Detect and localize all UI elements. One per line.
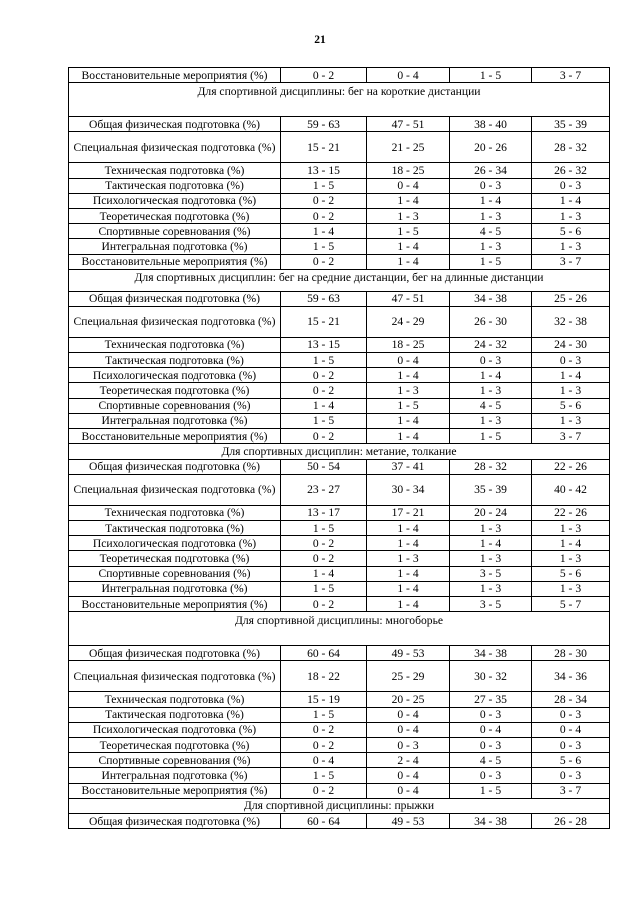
stage-4-value: 22 - 26 [532,459,610,474]
row-label: Техническая подготовка (%) [69,163,281,178]
stage-4-value: 1 - 4 [532,368,610,383]
table-row [69,692,610,707]
stage-3-value: 3 - 5 [450,597,532,612]
table-row [69,193,610,208]
stage-1-value: 1 - 5 [281,707,367,722]
stage-4-value: 0 - 3 [532,737,610,752]
stage-3-value: 0 - 4 [450,722,532,737]
stage-4-value: 0 - 3 [532,353,610,368]
stage-3-value: 1 - 5 [450,783,532,798]
table-row [69,474,610,505]
stage-2-value: 24 - 29 [367,306,450,337]
stage-1-value: 0 - 2 [281,783,367,798]
stage-4-value: 26 - 32 [532,163,610,178]
stage-4-value: 1 - 3 [532,413,610,428]
row-label: Тактическая подготовка (%) [69,707,281,722]
stage-1-value: 18 - 22 [281,661,367,692]
stage-2-value: 47 - 51 [367,291,450,306]
stage-3-value: 1 - 5 [450,254,532,269]
row-label: Общая физическая подготовка (%) [69,814,281,829]
stage-3-value: 28 - 32 [450,459,532,474]
stage-2-value: 1 - 4 [367,536,450,551]
stage-4-value: 0 - 3 [532,178,610,193]
stage-2-value: 37 - 41 [367,459,450,474]
stage-3-value: 1 - 3 [450,521,532,536]
table-row [69,429,610,444]
stage-3-value: 38 - 40 [450,117,532,132]
stage-2-value: 2 - 4 [367,753,450,768]
stage-1-value: 59 - 63 [281,291,367,306]
row-label: Тактическая подготовка (%) [69,353,281,368]
section-title: Для спортивной дисциплины: бег на короткие дистанции [69,83,610,117]
stage-4-value: 22 - 26 [532,505,610,520]
table-row [69,521,610,536]
table-row [69,551,610,566]
table-row [69,368,610,383]
stage-4-value: 26 - 28 [532,814,610,829]
table-row [69,737,610,752]
row-label: Техническая подготовка (%) [69,692,281,707]
row-label: Теоретическая подготовка (%) [69,208,281,223]
stage-1-value: 0 - 2 [281,722,367,737]
stage-1-value: 15 - 19 [281,692,367,707]
row-label: Спортивные соревнования (%) [69,753,281,768]
table-row [69,753,610,768]
stage-4-value: 1 - 3 [532,239,610,254]
stage-4-value: 24 - 30 [532,337,610,352]
row-label: Специальная физическая подготовка (%) [69,132,281,163]
section-header-row [69,612,610,646]
stage-4-value: 3 - 7 [532,783,610,798]
table-row [69,132,610,163]
page-number: 21 [314,34,326,46]
stage-4-value: 5 - 6 [532,398,610,413]
stage-2-value: 1 - 5 [367,224,450,239]
stage-1-value: 0 - 2 [281,368,367,383]
table-row [69,178,610,193]
section-header-row [69,83,610,117]
stage-1-value: 60 - 64 [281,646,367,661]
stage-3-value: 26 - 30 [450,306,532,337]
stage-2-value: 1 - 4 [367,413,450,428]
stage-3-value: 4 - 5 [450,753,532,768]
stage-4-value: 28 - 32 [532,132,610,163]
stage-2-value: 1 - 4 [367,581,450,596]
table-row [69,398,610,413]
stage-3-value: 1 - 3 [450,383,532,398]
table-row [69,814,610,829]
stage-2-value: 1 - 3 [367,208,450,223]
stage-2-value: 0 - 4 [367,783,450,798]
stage-3-value: 1 - 3 [450,551,532,566]
row-label: Общая физическая подготовка (%) [69,117,281,132]
stage-3-value: 3 - 5 [450,566,532,581]
stage-1-value: 1 - 5 [281,581,367,596]
stage-2-value: 1 - 4 [367,254,450,269]
row-label: Теоретическая подготовка (%) [69,551,281,566]
stage-3-value: 27 - 35 [450,692,532,707]
stage-3-value: 20 - 24 [450,505,532,520]
table-row [69,722,610,737]
table-row [69,337,610,352]
stage-3-value: 1 - 4 [450,536,532,551]
row-label: Спортивные соревнования (%) [69,398,281,413]
table-row [69,661,610,692]
stage-1-value: 50 - 54 [281,459,367,474]
stage-3-value: 4 - 5 [450,224,532,239]
row-label: Теоретическая подготовка (%) [69,383,281,398]
stage-1-value: 0 - 2 [281,551,367,566]
table-body [69,68,610,829]
section-title: Для спортивной дисциплины: многоборье [69,612,610,646]
stage-2-value: 49 - 53 [367,646,450,661]
stage-4-value: 0 - 3 [532,768,610,783]
row-label: Интегральная подготовка (%) [69,239,281,254]
stage-3-value: 1 - 3 [450,581,532,596]
row-label: Восстановительные мероприятия (%) [69,429,281,444]
stage-1-value: 0 - 2 [281,429,367,444]
stage-3-value: 34 - 38 [450,291,532,306]
stage-3-value: 1 - 4 [450,193,532,208]
table-row [69,68,610,83]
stage-1-value: 13 - 17 [281,505,367,520]
row-label: Интегральная подготовка (%) [69,581,281,596]
stage-2-value: 0 - 4 [367,68,450,83]
stage-4-value: 5 - 7 [532,597,610,612]
stage-1-value: 13 - 15 [281,163,367,178]
stage-2-value: 21 - 25 [367,132,450,163]
stage-4-value: 25 - 26 [532,291,610,306]
stage-4-value: 3 - 7 [532,429,610,444]
stage-1-value: 13 - 15 [281,337,367,352]
row-label: Техническая подготовка (%) [69,505,281,520]
stage-4-value: 1 - 4 [532,536,610,551]
table-row [69,566,610,581]
stage-1-value: 60 - 64 [281,814,367,829]
stage-3-value: 0 - 3 [450,768,532,783]
row-label: Тактическая подготовка (%) [69,521,281,536]
stage-3-value: 0 - 3 [450,178,532,193]
stage-3-value: 1 - 5 [450,429,532,444]
stage-3-value: 26 - 34 [450,163,532,178]
stage-2-value: 47 - 51 [367,117,450,132]
stage-4-value: 0 - 4 [532,722,610,737]
stage-2-value: 0 - 4 [367,722,450,737]
stage-4-value: 0 - 3 [532,707,610,722]
section-header-row [69,444,610,460]
row-label: Спортивные соревнования (%) [69,224,281,239]
stage-4-value: 5 - 6 [532,224,610,239]
stage-1-value: 0 - 2 [281,597,367,612]
table-row [69,306,610,337]
stage-3-value: 1 - 3 [450,208,532,223]
stage-1-value: 1 - 5 [281,353,367,368]
stage-2-value: 1 - 3 [367,551,450,566]
stage-2-value: 1 - 5 [367,398,450,413]
stage-4-value: 1 - 4 [532,193,610,208]
row-label: Тактическая подготовка (%) [69,178,281,193]
stage-4-value: 3 - 7 [532,254,610,269]
stage-4-value: 35 - 39 [532,117,610,132]
stage-1-value: 1 - 4 [281,566,367,581]
row-label: Специальная физическая подготовка (%) [69,474,281,505]
stage-2-value: 0 - 4 [367,707,450,722]
stage-3-value: 1 - 4 [450,368,532,383]
stage-4-value: 28 - 34 [532,692,610,707]
stage-1-value: 59 - 63 [281,117,367,132]
section-header-row [69,269,610,291]
row-label: Психологическая подготовка (%) [69,368,281,383]
section-title: Для спортивных дисциплин: бег на средние дистанции, бег на длинные дистанции [69,269,610,291]
table-row [69,239,610,254]
stage-4-value: 32 - 38 [532,306,610,337]
row-label: Теоретическая подготовка (%) [69,737,281,752]
stage-1-value: 1 - 4 [281,224,367,239]
stage-3-value: 1 - 5 [450,68,532,83]
row-label: Восстановительные мероприятия (%) [69,783,281,798]
stage-1-value: 0 - 2 [281,208,367,223]
stage-2-value: 0 - 3 [367,737,450,752]
row-label: Интегральная подготовка (%) [69,413,281,428]
row-label: Специальная физическая подготовка (%) [69,306,281,337]
stage-1-value: 0 - 4 [281,753,367,768]
stage-3-value: 34 - 38 [450,814,532,829]
section-header-row [69,798,610,814]
stage-2-value: 1 - 4 [367,368,450,383]
row-label: Общая физическая подготовка (%) [69,646,281,661]
row-label: Общая физическая подготовка (%) [69,459,281,474]
row-label: Психологическая подготовка (%) [69,193,281,208]
stage-2-value: 20 - 25 [367,692,450,707]
stage-3-value: 1 - 3 [450,239,532,254]
stage-1-value: 1 - 4 [281,398,367,413]
row-label: Техническая подготовка (%) [69,337,281,352]
stage-3-value: 20 - 26 [450,132,532,163]
stage-1-value: 0 - 2 [281,737,367,752]
table-row [69,707,610,722]
stage-2-value: 0 - 4 [367,768,450,783]
stage-2-value: 17 - 21 [367,505,450,520]
stage-2-value: 0 - 4 [367,178,450,193]
stage-4-value: 1 - 3 [532,521,610,536]
stage-2-value: 1 - 3 [367,383,450,398]
row-label: Восстановительные мероприятия (%) [69,597,281,612]
stage-1-value: 0 - 2 [281,254,367,269]
stage-4-value: 3 - 7 [532,68,610,83]
stage-2-value: 1 - 4 [367,193,450,208]
stage-4-value: 5 - 6 [532,753,610,768]
stage-2-value: 1 - 4 [367,239,450,254]
stage-3-value: 0 - 3 [450,737,532,752]
table-row [69,117,610,132]
row-label: Спортивные соревнования (%) [69,566,281,581]
table-row [69,291,610,306]
row-label: Общая физическая подготовка (%) [69,291,281,306]
stage-1-value: 1 - 5 [281,768,367,783]
table-row [69,459,610,474]
stage-1-value: 1 - 5 [281,178,367,193]
stage-3-value: 30 - 32 [450,661,532,692]
stage-2-value: 1 - 4 [367,597,450,612]
table-row [69,646,610,661]
stage-2-value: 49 - 53 [367,814,450,829]
table-row [69,783,610,798]
table-row [69,597,610,612]
stage-2-value: 25 - 29 [367,661,450,692]
table-row [69,254,610,269]
stage-2-value: 1 - 4 [367,521,450,536]
row-label: Психологическая подготовка (%) [69,536,281,551]
table-row [69,768,610,783]
stage-3-value: 0 - 3 [450,707,532,722]
stage-3-value: 4 - 5 [450,398,532,413]
table-row [69,505,610,520]
row-label: Восстановительные мероприятия (%) [69,68,281,83]
table-row [69,581,610,596]
stage-4-value: 1 - 3 [532,383,610,398]
stage-3-value: 35 - 39 [450,474,532,505]
stage-2-value: 1 - 4 [367,566,450,581]
table-row [69,163,610,178]
stage-4-value: 28 - 30 [532,646,610,661]
stage-4-value: 40 - 42 [532,474,610,505]
training-ratio-table [68,67,610,829]
table-row [69,413,610,428]
stage-4-value: 1 - 3 [532,551,610,566]
stage-2-value: 18 - 25 [367,163,450,178]
stage-2-value: 18 - 25 [367,337,450,352]
section-title: Для спортивных дисциплин: метание, толкание [69,444,610,460]
table-row [69,224,610,239]
stage-2-value: 30 - 34 [367,474,450,505]
stage-3-value: 24 - 32 [450,337,532,352]
table-row [69,353,610,368]
stage-3-value: 1 - 3 [450,413,532,428]
stage-1-value: 0 - 2 [281,536,367,551]
row-label: Интегральная подготовка (%) [69,768,281,783]
stage-1-value: 0 - 2 [281,383,367,398]
stage-1-value: 0 - 2 [281,68,367,83]
table-row [69,208,610,223]
table-row [69,536,610,551]
stage-1-value: 15 - 21 [281,306,367,337]
row-label: Психологическая подготовка (%) [69,722,281,737]
section-title: Для спортивной дисциплины: прыжки [69,798,610,814]
stage-1-value: 0 - 2 [281,193,367,208]
stage-3-value: 34 - 38 [450,646,532,661]
stage-1-value: 15 - 21 [281,132,367,163]
stage-1-value: 1 - 5 [281,521,367,536]
stage-1-value: 1 - 5 [281,413,367,428]
stage-1-value: 1 - 5 [281,239,367,254]
table-row [69,383,610,398]
row-label: Специальная физическая подготовка (%) [69,661,281,692]
stage-1-value: 23 - 27 [281,474,367,505]
stage-4-value: 34 - 36 [532,661,610,692]
stage-4-value: 1 - 3 [532,581,610,596]
stage-3-value: 0 - 3 [450,353,532,368]
row-label: Восстановительные мероприятия (%) [69,254,281,269]
stage-4-value: 1 - 3 [532,208,610,223]
stage-4-value: 5 - 6 [532,566,610,581]
stage-2-value: 1 - 4 [367,429,450,444]
stage-2-value: 0 - 4 [367,353,450,368]
